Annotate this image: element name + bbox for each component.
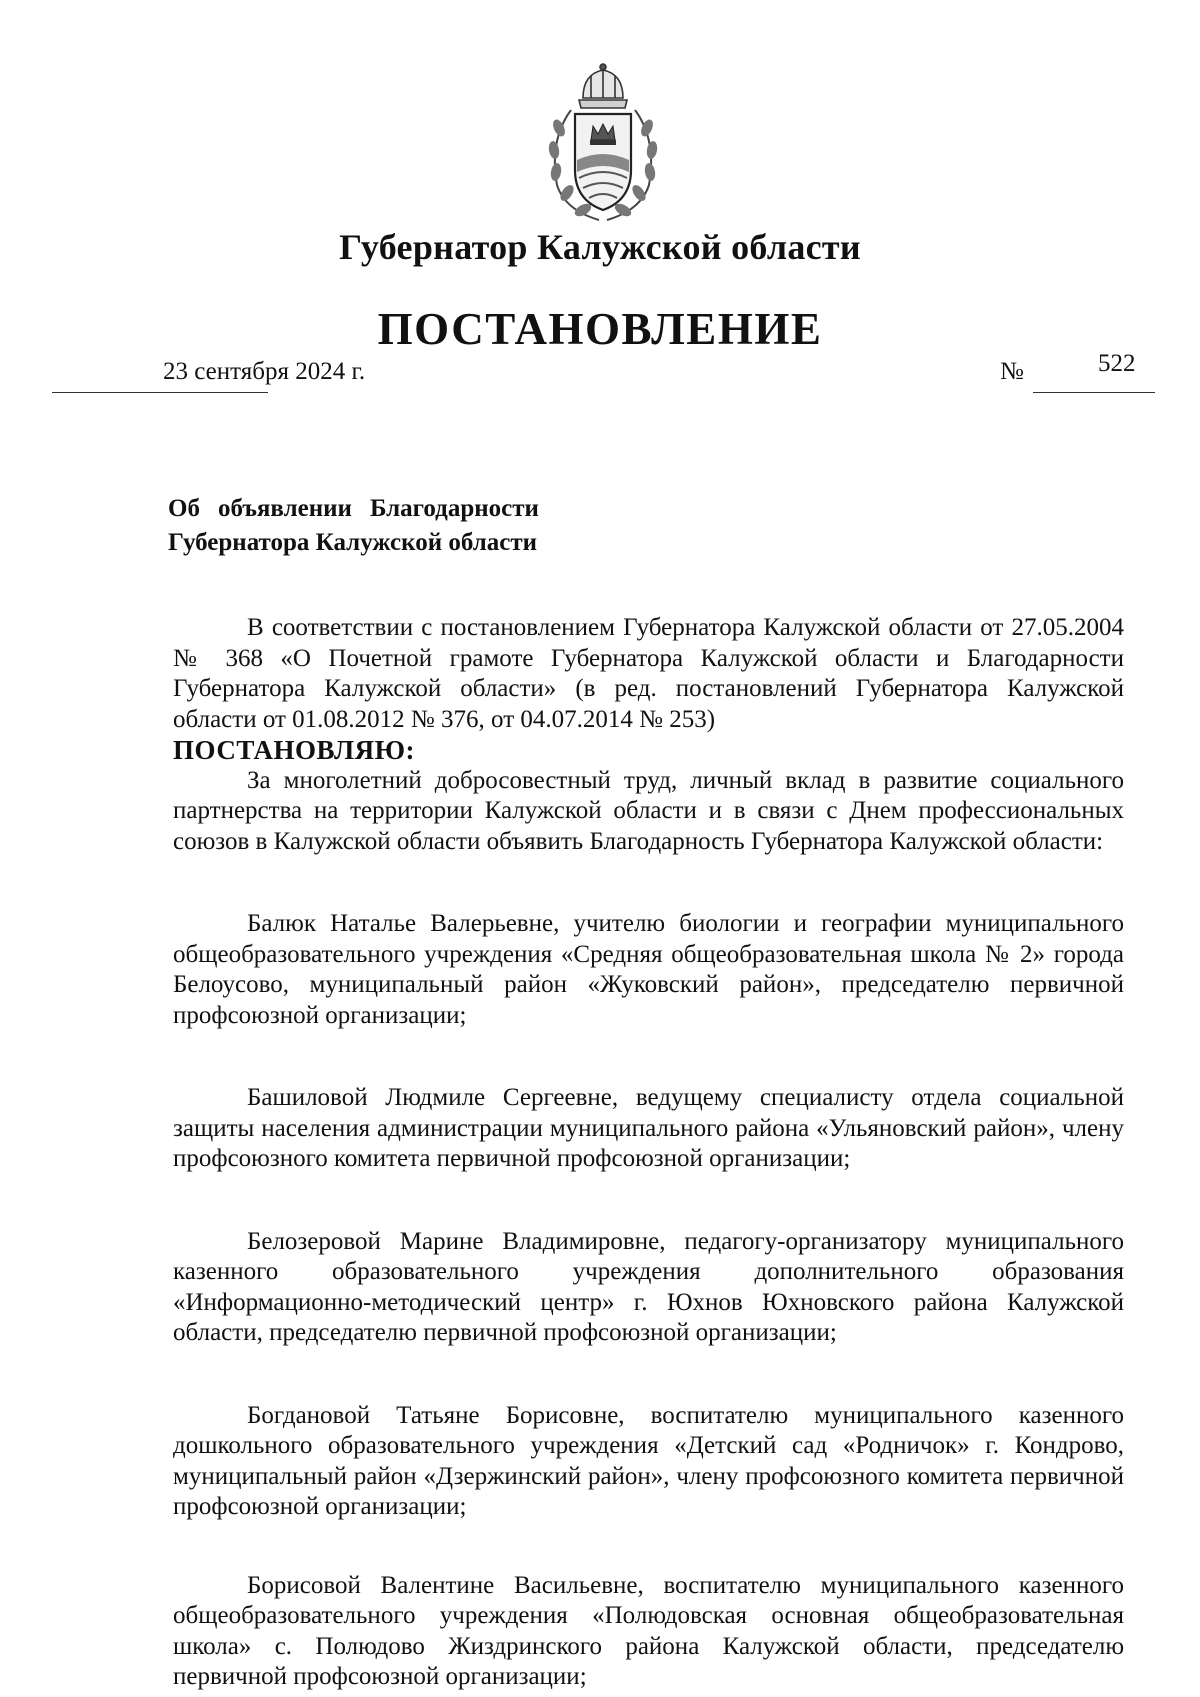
paragraph-spacer — [173, 857, 1124, 909]
document-number: 522 — [1098, 350, 1136, 377]
subject-word: объявлении — [217, 495, 352, 522]
document-subject — [168, 492, 539, 560]
paragraph-spacer — [173, 1175, 1124, 1227]
preamble-paragraph: В соответствии с постановлением Губернатора Калужской области от 27.05.2004 № 368 «О Почетной грамоте Губернатора Калужской области и Благодарности Губернатора Калужской области» (в ред. постановлений Губернатора Калужской области от 01.08.2012 № 376, от 04.07.2014 № 253) — [173, 614, 1124, 733]
paragraph-spacer — [173, 1349, 1124, 1401]
decree-word: ПОСТАНОВЛЯЮ: — [173, 735, 415, 765]
document-date: 23 сентября 2024 г. — [163, 358, 366, 385]
recipient-paragraph: Белозеровой Марине Владимировне, педагогу-организатору муниципального казенного образовательного учреждения дополнительного образования «Информационно-методический центр» г. Юхнов Юхновского района Калужской области, председателю первичной профсоюзной организации; — [173, 1227, 1124, 1346]
recipient-paragraph: Борисовой Валентине Васильевне, воспитателю муниципального казенного общеобразовательного учреждения «Полюдовская основная общеобразовательная школа» с. Полюдово Жиздринского района Калужской области, председателю первичной профсоюзной организации; — [173, 1571, 1124, 1690]
issuing-authority: Губернатор Калужской области — [339, 227, 861, 267]
paragraph-spacer — [173, 1031, 1124, 1083]
subject-word: Благодарности — [369, 495, 539, 522]
document-type: ПОСТАНОВЛЕНИЕ — [377, 304, 823, 354]
subject-word: Об — [168, 495, 200, 522]
number-underline — [1033, 356, 1155, 393]
document-body — [173, 613, 1124, 1693]
paragraph-spacer — [173, 1523, 1124, 1571]
recipient-paragraph: Богдановой Татьяне Борисовне, воспитателю муниципального казенного дошкольного образовательного учреждения «Детский сад «Родничок» г. Кондрово, муниципальный район «Дзержинский район», члену профсоюзного комитета первичной профсоюзной организации; — [173, 1401, 1124, 1520]
intro-paragraph: За многолетний добросовестный труд, личный вклад в развитие социального партнерства на территории Калужской области и в связи с Днем профессиональных союзов в Калужской области объявить Благодарность Губернатора Калужской области: — [173, 766, 1124, 855]
subject-line-1 — [168, 492, 539, 526]
subject-line-2: Губернатора Калужской области — [168, 529, 538, 556]
recipient-paragraph: Балюк Наталье Валерьевне, учителю биологии и географии муниципального общеобразовательного учреждения «Средняя общеобразовательная школа № 2» города Белоусово, муниципальный район «Жуковский район», председателю первичной профсоюзной организации; — [173, 910, 1124, 1029]
recipient-paragraph: Башиловой Людмиле Сергеевне, ведущему специалисту отдела социальной защиты населения администрации муниципального района «Ульяновский район», члену профсоюзного комитета первичной профсоюзной организации; — [173, 1084, 1124, 1172]
number-label: № — [1000, 358, 1024, 385]
coat-of-arms-icon — [543, 60, 663, 225]
